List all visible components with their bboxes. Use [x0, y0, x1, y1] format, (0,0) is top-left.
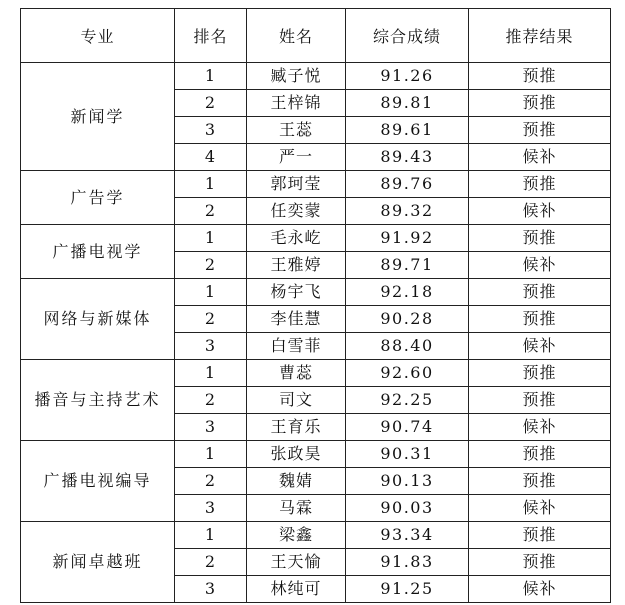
table-row [21, 441, 611, 468]
table-body [21, 63, 611, 603]
rank-cell: 2 [175, 252, 247, 279]
header-score: 综合成绩 [346, 9, 469, 63]
table-row [21, 360, 611, 387]
name-cell: 严一 [247, 144, 346, 171]
name-cell: 王雅婷 [247, 252, 346, 279]
result-cell: 预推 [469, 306, 611, 333]
rank-cell: 2 [175, 90, 247, 117]
rank-cell: 2 [175, 387, 247, 414]
score-cell: 89.76 [346, 171, 469, 198]
header-result: 推荐结果 [469, 9, 611, 63]
score-cell: 89.32 [346, 198, 469, 225]
rank-cell: 1 [175, 225, 247, 252]
name-cell: 李佳慧 [247, 306, 346, 333]
result-cell: 预推 [469, 468, 611, 495]
rank-cell: 3 [175, 414, 247, 441]
score-cell: 92.18 [346, 279, 469, 306]
name-cell: 张政昊 [247, 441, 346, 468]
result-cell: 预推 [469, 360, 611, 387]
rank-cell: 3 [175, 576, 247, 603]
rank-cell: 2 [175, 198, 247, 225]
major-cell: 新闻学 [21, 63, 175, 171]
result-cell: 预推 [469, 171, 611, 198]
score-cell: 90.28 [346, 306, 469, 333]
table-row [21, 279, 611, 306]
name-cell: 毛永屹 [247, 225, 346, 252]
score-cell: 92.60 [346, 360, 469, 387]
rank-cell: 1 [175, 441, 247, 468]
name-cell: 郭珂莹 [247, 171, 346, 198]
name-cell: 臧子悦 [247, 63, 346, 90]
rank-cell: 1 [175, 279, 247, 306]
rank-cell: 1 [175, 522, 247, 549]
name-cell: 任奕蒙 [247, 198, 346, 225]
score-cell: 89.61 [346, 117, 469, 144]
table-row [21, 63, 611, 90]
result-cell: 候补 [469, 252, 611, 279]
result-cell: 预推 [469, 441, 611, 468]
table-row [21, 225, 611, 252]
rank-cell: 3 [175, 333, 247, 360]
name-cell: 司文 [247, 387, 346, 414]
header-name: 姓名 [247, 9, 346, 63]
name-cell: 王蕊 [247, 117, 346, 144]
recommendation-table-container [20, 8, 610, 603]
rank-cell: 2 [175, 306, 247, 333]
result-cell: 预推 [469, 387, 611, 414]
rank-cell: 3 [175, 495, 247, 522]
score-cell: 93.34 [346, 522, 469, 549]
major-cell: 广告学 [21, 171, 175, 225]
major-cell: 广播电视学 [21, 225, 175, 279]
name-cell: 曹蕊 [247, 360, 346, 387]
rank-cell: 1 [175, 171, 247, 198]
major-cell: 广播电视编导 [21, 441, 175, 522]
result-cell: 预推 [469, 279, 611, 306]
table-row [21, 522, 611, 549]
result-cell: 候补 [469, 576, 611, 603]
name-cell: 王育乐 [247, 414, 346, 441]
result-cell: 候补 [469, 198, 611, 225]
result-cell: 候补 [469, 495, 611, 522]
name-cell: 马霖 [247, 495, 346, 522]
rank-cell: 4 [175, 144, 247, 171]
result-cell: 候补 [469, 414, 611, 441]
result-cell: 预推 [469, 549, 611, 576]
table-header [21, 9, 611, 63]
name-cell: 王天愉 [247, 549, 346, 576]
score-cell: 90.03 [346, 495, 469, 522]
score-cell: 91.25 [346, 576, 469, 603]
major-cell: 网络与新媒体 [21, 279, 175, 360]
name-cell: 白雪菲 [247, 333, 346, 360]
result-cell: 候补 [469, 144, 611, 171]
score-cell: 91.83 [346, 549, 469, 576]
rank-cell: 2 [175, 549, 247, 576]
score-cell: 90.13 [346, 468, 469, 495]
name-cell: 王梓锦 [247, 90, 346, 117]
result-cell: 预推 [469, 63, 611, 90]
score-cell: 89.71 [346, 252, 469, 279]
rank-cell: 2 [175, 468, 247, 495]
result-cell: 候补 [469, 333, 611, 360]
score-cell: 91.92 [346, 225, 469, 252]
score-cell: 90.31 [346, 441, 469, 468]
result-cell: 预推 [469, 225, 611, 252]
cropped-text-line [20, 597, 610, 605]
score-cell: 88.40 [346, 333, 469, 360]
result-cell: 预推 [469, 117, 611, 144]
header-rank: 排名 [175, 9, 247, 63]
score-cell: 92.25 [346, 387, 469, 414]
score-cell: 89.81 [346, 90, 469, 117]
table-row [21, 171, 611, 198]
score-cell: 90.74 [346, 414, 469, 441]
score-cell: 91.26 [346, 63, 469, 90]
name-cell: 魏婧 [247, 468, 346, 495]
score-cell: 89.43 [346, 144, 469, 171]
header-row [21, 9, 611, 63]
recommendation-table [20, 8, 611, 603]
rank-cell: 1 [175, 63, 247, 90]
major-cell: 播音与主持艺术 [21, 360, 175, 441]
rank-cell: 1 [175, 360, 247, 387]
result-cell: 预推 [469, 522, 611, 549]
name-cell: 杨宇飞 [247, 279, 346, 306]
major-cell: 新闻卓越班 [21, 522, 175, 603]
result-cell: 预推 [469, 90, 611, 117]
header-major: 专业 [21, 9, 175, 63]
rank-cell: 3 [175, 117, 247, 144]
name-cell: 梁鑫 [247, 522, 346, 549]
name-cell: 林纯可 [247, 576, 346, 603]
